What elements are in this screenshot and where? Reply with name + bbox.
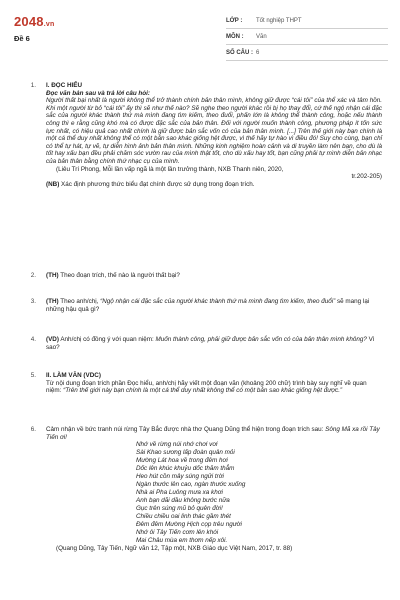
question-lead: Theo anh/chị, xyxy=(60,298,99,305)
level-tag: (NB) xyxy=(46,180,60,188)
task-line xyxy=(46,181,382,189)
question-6 xyxy=(22,426,382,553)
meta-value: Tốt nghiệp THPT xyxy=(256,18,302,24)
reading-passage: Người thất bại nhất là người không thể trở thành chính bản thân mình, không giữ được “cái tôi” của thể xác và tâm hồn. Khi một người từ bỏ “cái tôi” ấy thì sẽ như thế nào? Sẽ nghe theo người khác rồi bị họ thay đổi, cứ thế ngộ nhận cái đặc sắc của người khác thành thứ mà mình đang tìm kiếm, theo đuổi, phấn lớn là không thể thành công, hoặc nếu thành công thì e rằng cũng khó mà có được đặc sắc của bản thân. Đối với người muốn thành công, phương pháp ít tốn sức lực nhất, có hiệu quả cao nhất chính là giữ được bản sắc vốn có của bản thân mình. [...] Trên thế giới này bạn chính là một cá thể duy nhất không thể có một bản sao khác giống hệt được, vì thế hãy tự hào vì điều đó! Suy cho cùng, bạn chỉ có thể tự hát, tự vẽ, tự diễn hình ảnh bản thân mình. Những kinh nghiệm hoàn cảnh và di truyền làm nên bạn, cho dù là tốt hay xấu bạn đều phải chăm sóc vườn rau của mình thật tốt, cho dù xấu hay tốt, bạn cũng phải tự mình diễn bản nhạc của bản thân bằng chính thứ nhạc cụ của mình. xyxy=(46,97,382,165)
level-tag: (VD) xyxy=(46,336,59,343)
instruction: Đọc văn bản sau và trả lời câu hỏi: xyxy=(46,89,150,97)
meta-subject xyxy=(226,30,388,45)
question-1 xyxy=(22,82,382,188)
poem-line: Nhớ ôi Tây Tiến cơm lên khói xyxy=(136,529,219,537)
poem xyxy=(136,441,382,545)
meta-label: MÔN : xyxy=(226,34,244,40)
question-number: 2. xyxy=(30,272,36,279)
poem-line: Gục trên súng mũ bỏ quên đời! xyxy=(136,505,223,513)
poem-line: Nhớ về rừng núi nhớ chơi vơi xyxy=(136,441,218,449)
section-title: II. LÀM VĂN (VDC) xyxy=(46,372,101,379)
question-quote: Muốn thành công, phải giữ được bản sắc vốn có của bản thân mình không? xyxy=(155,336,367,343)
question-quote: “Trên thế giới này bạn chính là một cá thể duy nhất không thể có một bản sao khác giống hệt được.” xyxy=(63,387,343,395)
meta-value: 6 xyxy=(256,50,260,56)
passage-source: (Liêu Trí Phong, Mỗi lần vấp ngã là một lần trưởng thành, NXB Thanh niên, 2020, xyxy=(56,165,284,173)
question-text: Theo đoạn trích, thế nào là người thất bại? xyxy=(60,272,180,279)
meta-label: SỐ CÂU : xyxy=(226,50,253,56)
meta-value: Văn xyxy=(256,34,267,40)
question-number: 4. xyxy=(30,336,36,343)
poem-line: Ngàn thước lên cao, ngàn thước xuống xyxy=(136,481,246,489)
question-number: 1. xyxy=(30,82,36,89)
question-number: 6. xyxy=(30,426,36,433)
question-text: Từ nội dung đoạn trích phần Đọc hiểu, anh/chị hãy viết một đoạn văn (khoảng 200 chữ) trình bày suy nghĩ về quan niệm: xyxy=(46,379,367,395)
poem-line: Đêm đêm Mường Hịch cọp trêu người xyxy=(136,521,242,529)
question-tail: sẽ mang lại những hậu quả gì? xyxy=(46,298,370,313)
poem-line: Heo hút cồn mây súng ngửi trời xyxy=(136,473,224,481)
meta-label: LỚP : xyxy=(226,18,243,24)
task-text: Xác định phương thức biểu đạt chính được sử dụng trong đoạn trích. xyxy=(61,180,255,188)
poem-line: Mường Lát hoa về trong đêm hơi xyxy=(136,457,228,465)
question-text: Cảm nhận về bức tranh núi rừng Tây Bắc được nhà thơ Quang Dũng thể hiện trong đoạn trích sau: xyxy=(46,426,324,433)
question-number: 3. xyxy=(30,298,36,305)
meta-count xyxy=(226,46,388,61)
exam-code: Đề 6 xyxy=(14,34,30,43)
question-4 xyxy=(22,336,382,351)
level-tag: (TH) xyxy=(46,298,59,305)
intro-quote: Sông Mã xa rồi Tây Tiến ơi! xyxy=(46,426,380,441)
poem-line: Sài Khao sương lấp đoàn quân mỏi xyxy=(136,449,235,457)
question-number: 5. xyxy=(30,372,36,379)
poem-line: Nhà ai Pha Luông mưa xa khơi xyxy=(136,489,223,497)
poem-line: Chiều chiều oai linh thác gầm thét xyxy=(136,513,231,521)
brand-logo: 2048.vn xyxy=(14,14,55,29)
question-tail: Vì sao? xyxy=(46,336,375,351)
question-5 xyxy=(22,372,382,395)
poem-source: (Quang Dũng, Tây Tiến, Ngữ văn 12, Tập một, NXB Giáo dục Việt Nam, 2017, tr. 88) xyxy=(56,545,293,553)
poem-line: Mai Châu mùa em thơm nếp xôi. xyxy=(136,537,228,545)
poem-line: Dốc lên khúc khuỷu dốc thăm thẳm xyxy=(136,465,235,473)
question-3 xyxy=(22,298,382,313)
passage-pages: tr.202-205) xyxy=(351,173,382,181)
question-2 xyxy=(22,272,382,280)
question-lead: Anh/chị có đồng ý với quan niệm: xyxy=(60,336,154,343)
meta-class xyxy=(226,14,388,29)
question-quote: “Ngộ nhận cái đặc sắc của người khác thành thứ mà mình đang tìm kiếm, theo đuổi” xyxy=(100,298,336,305)
level-tag: (TH) xyxy=(46,272,59,279)
section-title: I. ĐỌC HIỂU xyxy=(46,82,83,89)
poem-line: Anh bạn dãi dầu không bước nữa xyxy=(136,497,230,505)
